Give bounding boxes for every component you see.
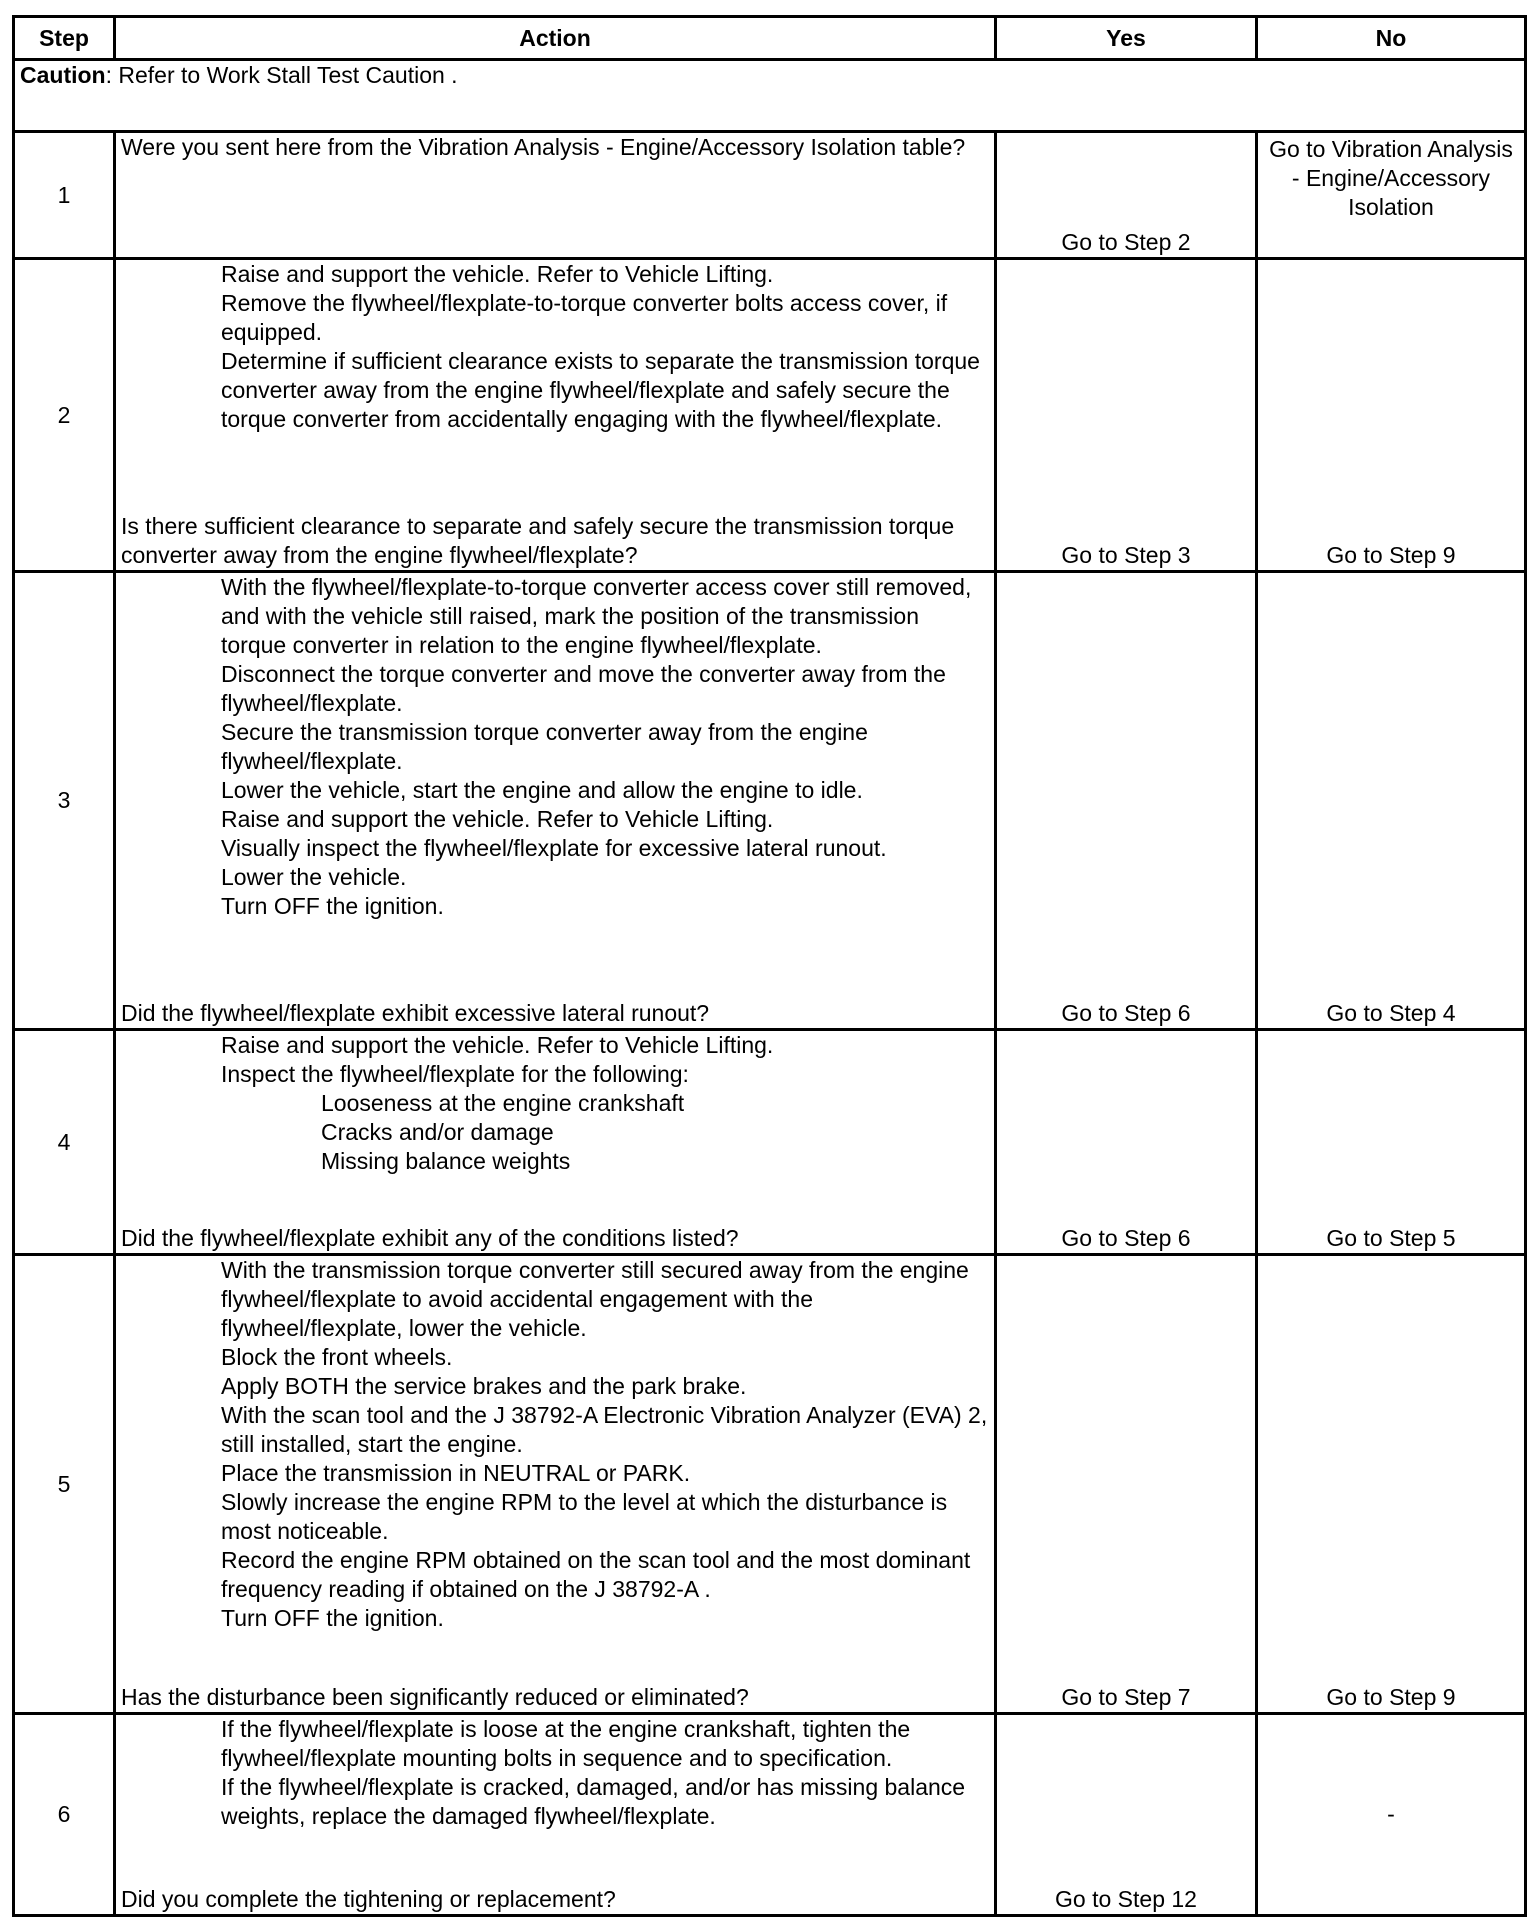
instruction-item: Slowly increase the engine RPM to the level at which the disturbance is most noticeable. [221, 1489, 948, 1544]
step-number: 3 [14, 572, 115, 1030]
step-number: 2 [14, 259, 115, 572]
no-outcome: Go to Vibration Analysis - Engine/Accessory Isolation [1257, 132, 1526, 259]
question-text: Did the flywheel/flexplate exhibit any of the conditions listed? [121, 1225, 739, 1251]
table-row [14, 1255, 1526, 1714]
instruction-item: Place the transmission in NEUTRAL or PARK. [221, 1460, 691, 1486]
instruction-item: With the scan tool and the J 38792-A Electronic Vibration Analyzer (EVA) 2, still installed, start the engine. [221, 1402, 988, 1457]
no-outcome: Go to Step 5 [1257, 1030, 1526, 1255]
instruction-item: Lower the vehicle, start the engine and allow the engine to idle. [221, 777, 863, 803]
step-number: 5 [14, 1255, 115, 1714]
instruction-item: With the transmission torque converter still secured away from the engine flywheel/flexplate to avoid accidental engagement with the flywheel/flexplate, lower the vehicle. [221, 1257, 969, 1341]
header-row [14, 17, 1526, 60]
no-outcome: - [1257, 1714, 1526, 1916]
instruction-item: Lower the vehicle. [221, 864, 407, 890]
header-yes: Yes [996, 17, 1257, 60]
no-outcome: Go to Step 9 [1257, 259, 1526, 572]
caution-row [14, 60, 1526, 132]
action-cell [115, 259, 996, 572]
instruction-item: Raise and support the vehicle. Refer to Vehicle Lifting. [221, 261, 774, 287]
instruction-item: Determine if sufficient clearance exists to separate the transmission torque converter away from the engine flywheel/flexplate and safely secure the torque converter from accidentally engaging with the flywheel/flexplate. [221, 348, 980, 432]
yes-outcome: Go to Step 6 [996, 572, 1257, 1030]
question-text: Did you complete the tightening or replacement? [121, 1886, 616, 1912]
header-action: Action [115, 17, 996, 60]
step-number: 6 [14, 1714, 115, 1916]
question-text: Is there sufficient clearance to separate and safely secure the transmission torque converter away from the engine flywheel/flexplate? [121, 513, 955, 568]
instruction-list [121, 1256, 989, 1633]
table-row [14, 1030, 1526, 1255]
no-outcome: Go to Step 9 [1257, 1255, 1526, 1714]
header-no: No [1257, 17, 1526, 60]
instruction-item: Turn OFF the ignition. [221, 1605, 444, 1631]
instruction-item: Raise and support the vehicle. Refer to Vehicle Lifting. [221, 1032, 774, 1058]
yes-outcome: Go to Step 6 [996, 1030, 1257, 1255]
action-cell [115, 572, 996, 1030]
caution-label: Caution [20, 62, 106, 88]
action-cell [115, 1255, 996, 1714]
yes-outcome: Go to Step 3 [996, 259, 1257, 572]
instruction-item: Raise and support the vehicle. Refer to Vehicle Lifting. [221, 806, 774, 832]
yes-outcome: Go to Step 12 [996, 1714, 1257, 1916]
instruction-item: If the flywheel/flexplate is cracked, damaged, and/or has missing balance weights, replace the damaged flywheel/flexplate. [221, 1774, 966, 1829]
instruction-item: Disconnect the torque converter and move the converter away from the flywheel/flexplate. [221, 661, 946, 716]
table-row [14, 1714, 1526, 1916]
instruction-item: Inspect the flywheel/flexplate for the following: [221, 1061, 689, 1087]
instruction-item: Block the front wheels. [221, 1344, 453, 1370]
instruction-list [121, 573, 989, 921]
question-text: Did the flywheel/flexplate exhibit excessive lateral runout? [121, 1000, 710, 1026]
caution-cell [14, 60, 1526, 132]
step-number: 4 [14, 1030, 115, 1255]
instruction-item: Turn OFF the ignition. [221, 893, 444, 919]
instruction-subitem: Looseness at the engine crankshaft [321, 1090, 685, 1116]
question-text: Were you sent here from the Vibration Analysis - Engine/Accessory Isolation table? [121, 134, 966, 160]
action-cell [115, 1714, 996, 1916]
table-row [14, 572, 1526, 1030]
instruction-list [121, 1031, 989, 1176]
instruction-subitem: Missing balance weights [321, 1148, 571, 1174]
caution-text: : Refer to Work Stall Test Caution . [105, 62, 458, 88]
instruction-item: With the flywheel/flexplate-to-torque converter access cover still removed, and with the vehicle still raised, mark the position of the transmission torque converter in relation to the engine flywheel/flexplate. [221, 574, 972, 658]
header-step: Step [14, 17, 115, 60]
table-row [14, 132, 1526, 259]
no-outcome: Go to Step 4 [1257, 572, 1526, 1030]
diagnostic-table [12, 15, 1527, 1917]
table-row [14, 259, 1526, 572]
instruction-item: Visually inspect the flywheel/flexplate for excessive lateral runout. [221, 835, 887, 861]
instruction-item: Secure the transmission torque converter away from the engine flywheel/flexplate. [221, 719, 868, 774]
instruction-list [121, 260, 989, 434]
instruction-item: Apply BOTH the service brakes and the park brake. [221, 1373, 747, 1399]
step-number: 1 [14, 132, 115, 259]
instruction-item: If the flywheel/flexplate is loose at the engine crankshaft, tighten the flywheel/flexplate mounting bolts in sequence and to specification. [221, 1716, 911, 1771]
instruction-list [121, 1715, 989, 1831]
action-cell [115, 132, 996, 259]
yes-outcome: Go to Step 7 [996, 1255, 1257, 1714]
question-text: Has the disturbance been significantly reduced or eliminated? [121, 1684, 749, 1710]
action-cell [115, 1030, 996, 1255]
yes-outcome: Go to Step 2 [996, 132, 1257, 259]
instruction-item: Remove the flywheel/flexplate-to-torque converter bolts access cover, if equipped. [221, 290, 948, 345]
instruction-subitem: Cracks and/or damage [321, 1119, 554, 1145]
instruction-item: Record the engine RPM obtained on the scan tool and the most dominant frequency reading if obtained on the J 38792-A . [221, 1547, 971, 1602]
